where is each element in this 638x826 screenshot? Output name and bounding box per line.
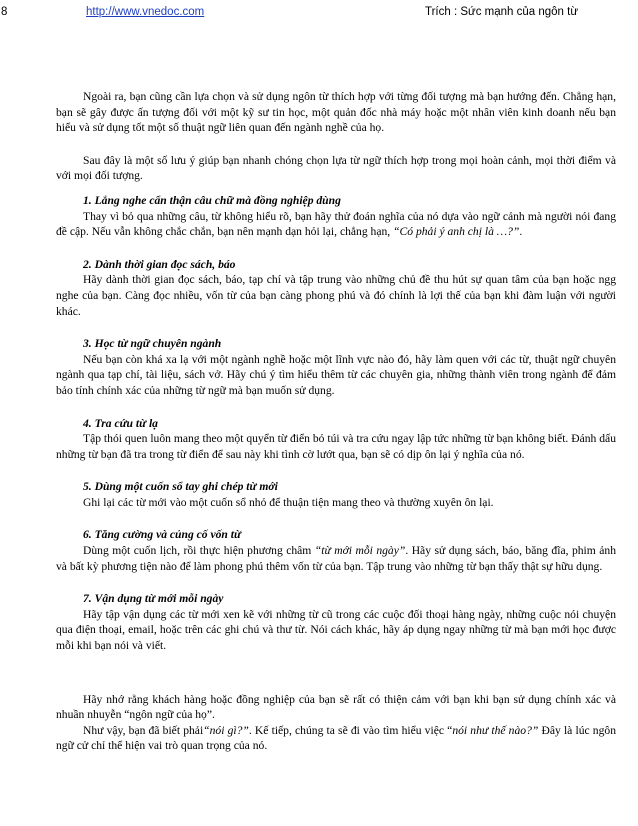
section-4-text: Tập thói quen luôn mang theo một quyển từ điển bỏ túi và tra cứu ngay lập tức những từ bạn không biết. Đánh dấu những từ bạn đã tra trong từ điển để sau này khi tình cờ lướt qua, bạn sẽ có dịp ôn lại ý nghĩa của nó. xyxy=(56,432,616,461)
section-1-quote: “Có phải ý anh chị là …?” xyxy=(393,225,520,239)
section-1-text: Thay vì bỏ qua những câu, từ không hiểu rõ, bạn hãy thử đoán nghĩa của nó dựa vào ngữ cảnh mà người nói đang đề cập. Nếu vẫn không chắc chắn, bạn nên mạnh dạn hỏi lại, chẳng hạn, “Có phải ý anh chị là …?”. xyxy=(56,209,616,239)
section-1-heading: 1. Lắng nghe cẩn thận câu chữ mà đồng nghiệp dùng xyxy=(83,193,341,207)
section-2-heading: 2. Dành thời gian đọc sách, báo xyxy=(83,257,236,271)
outro-quote-2: nói như thế nào?” xyxy=(452,723,539,737)
section-4-heading: 4. Tra cứu từ lạ xyxy=(83,416,158,430)
section-5-heading: 5. Dùng một cuốn sổ tay ghi chép từ mới xyxy=(83,480,278,494)
section-3-heading: 3. Học từ ngữ chuyên ngành xyxy=(83,337,222,351)
document-body xyxy=(56,89,616,754)
section-7-heading: 7. Vận dụng từ mới mỗi ngày xyxy=(83,592,224,606)
intro-paragraph-2: Sau đây là một số lưu ý giúp bạn nhanh chóng chọn lựa từ ngữ thích hợp trong mọi hoàn cảnh, mọi thời điểm và với mọi đối tượng. xyxy=(56,153,616,183)
section-7-text: Hãy tập vận dụng các từ mới xen kẽ với những từ cũ trong các cuộc đối thoại hàng ngày, những cuộc nói chuyện qua điện thoại, email, hoặc trên các ghi chú và thư từ. Nói cách khác, hãy áp dụng ngay những từ mà bạn mới học được mỗi khi bạn nói và viết. xyxy=(56,607,616,653)
page-number: 8 xyxy=(1,6,8,18)
outro-quote-1: “nói gì?” xyxy=(203,723,249,737)
outro-paragraph-1: Hãy nhớ rằng khách hàng hoặc đồng nghiệp của bạn sẽ rất có thiện cảm với bạn khi bạn sử dụng chính xác và nhuần nhuyễn “ngôn ngữ của họ”. xyxy=(56,692,616,722)
header-title: Trích : Sức mạnh của ngôn từ xyxy=(425,6,579,18)
header-link[interactable]: http://www.vnedoc.com xyxy=(86,6,205,18)
section-5-text: Ghi lại các từ mới vào một cuốn sổ nhỏ để thuận tiện mang theo và thường xuyên ôn lại. xyxy=(83,495,494,509)
intro-paragraph-1: Ngoài ra, bạn cũng cần lựa chọn và sử dụng ngôn từ thích hợp với từng đối tượng mà bạn hướng đến. Chẳng hạn, bạn sẽ gây được ấn tượng đối với một kỹ sư tin học, một quản đốc nhà máy hoặc một nhân viên kinh doanh nếu bạn hiểu và sử dụng tốt một số thuật ngữ liên quan đến ngành nghề của họ. xyxy=(56,90,616,135)
section-6-quote: “từ mới mỗi ngày” xyxy=(314,544,406,558)
section-3-text: Nếu bạn còn khá xa lạ với một ngành nghề hoặc một lĩnh vực nào đó, hãy làm quen với các từ, thuật ngữ chuyên ngành qua tạp chí, tài liệu, sách vở. Hãy chú ý tìm hiểu thêm từ các chuyên gia, những thành viên trong ngành để đảm bảo tính chính xác của những từ ngữ mà bạn muốn sử dụng. xyxy=(56,352,616,397)
section-6-heading: 6. Tăng cường và củng cố vốn từ xyxy=(83,528,241,542)
section-2-text: Hãy dành thời gian đọc sách, báo, tạp chí và tập trung vào những chủ đề thu hút sự quan tâm của bạn hoặc ngg nghe của bạn. Càng đọc nhiều, vốn từ của bạn càng phong phú và đó chính là lợi thế của bạn khi đàm luận với người khác. xyxy=(56,273,616,318)
outro-paragraph-2: Như vậy, bạn đã biết phải“nói gì?”. Kế tiếp, chúng ta sẽ đi vào tìm hiểu việc “nói như thế nào?” Đây là lúc ngôn ngữ cử chỉ thể hiện vai trò quan trọng của nó. xyxy=(56,723,616,753)
section-6-text: Dùng một cuốn lịch, rồi thực hiện phương châm “từ mới mỗi ngày”. Hãy sử dụng sách, báo, băng đĩa, phim ảnh và bất kỳ phương tiện nào để làm phong phú thêm vốn từ của bạn. Tập trung vào những từ bạn thấy thật sự hữu dụng. xyxy=(56,544,616,573)
